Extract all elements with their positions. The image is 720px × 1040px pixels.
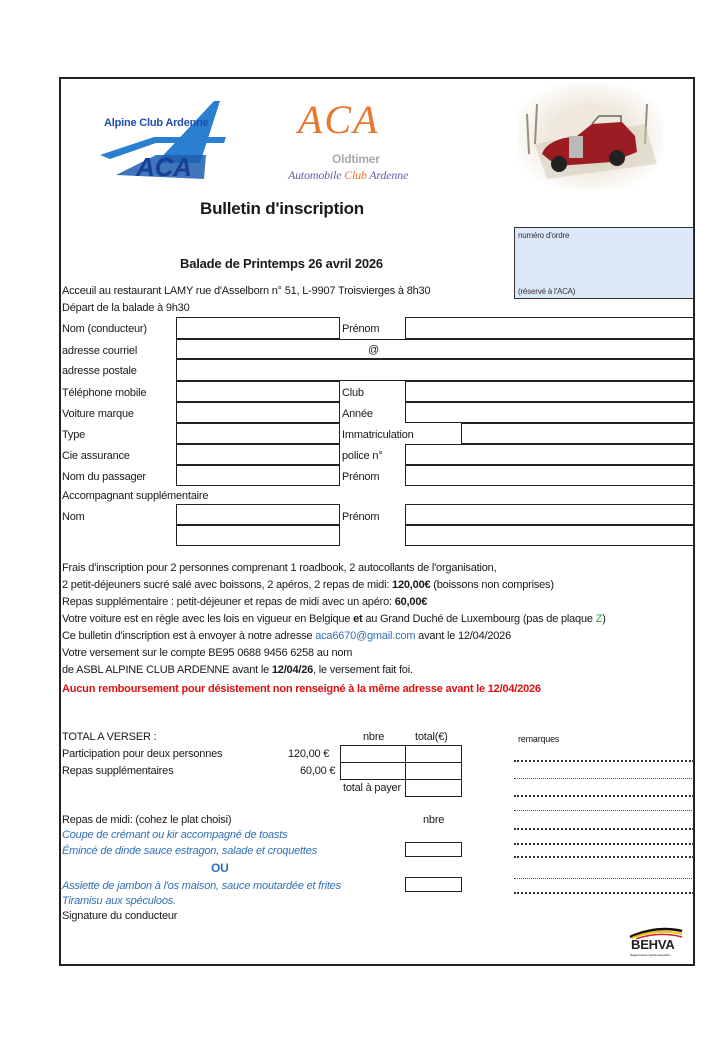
aca-word-ardenne: Ardenne: [369, 168, 409, 182]
order-number-box[interactable]: [514, 227, 694, 299]
companion-name-input-2[interactable]: [176, 525, 340, 546]
label-police: police n°: [342, 450, 383, 462]
order-number-note: (réservé à l'ACA): [518, 287, 576, 296]
car-type-input[interactable]: [176, 423, 340, 444]
postal-address-input[interactable]: [176, 359, 694, 381]
lunch-col-nbre: nbre: [423, 814, 445, 826]
label-assurance: Cie assurance: [62, 450, 130, 462]
registration-input[interactable]: [461, 423, 694, 444]
label-passager: Nom du passager: [62, 471, 146, 483]
aca-word-club: Club: [344, 168, 367, 182]
extra-meals-nbre-input[interactable]: [340, 762, 406, 780]
lunch-dessert: Tiramisu aux spéculoos.: [62, 895, 176, 907]
info-line-7: [62, 664, 413, 677]
lunch-heading: Repas de midi: (cohez le plat choisi): [62, 814, 232, 826]
behva-logo: [628, 925, 684, 961]
totals-heading: TOTAL A VERSER :: [62, 731, 157, 743]
order-number-label: numéro d'ordre: [518, 231, 570, 240]
policy-number-input[interactable]: [405, 444, 694, 465]
remarks-line-1[interactable]: [514, 760, 694, 762]
label-nom-accompagnant: Nom: [62, 511, 85, 523]
aca-word-automobile: Automobile: [288, 168, 342, 182]
remarks-line-7[interactable]: [514, 856, 694, 858]
companion-name-input-1[interactable]: [176, 504, 340, 525]
label-annee: Année: [342, 408, 373, 420]
info-line-4-text: Votre voiture est en règle avec les lois en vigueur en Belgique: [62, 613, 354, 625]
extra-meals-unit-price: 60,00 €: [300, 765, 336, 777]
info-line-2-text: 2 petit-déjeuners sucré salé avec boissons, 2 apéros, 2 repas de midi:: [62, 579, 393, 591]
label-nom-conducteur: Nom (conducteur): [62, 323, 147, 335]
info-line-2-note: (boissons non comprises): [430, 579, 554, 591]
aca-oldtimer-logo: [282, 96, 432, 188]
departure-info: Départ de la balade à 9h30: [62, 302, 190, 314]
label-immatriculation: Immatriculation: [342, 429, 414, 441]
participation-price: 120,00€: [392, 579, 431, 591]
totals-col-nbre: nbre: [363, 731, 385, 743]
remarks-label: remarques: [518, 734, 560, 744]
behva-tagline: Belgian Historic Vehicle Association: [630, 953, 671, 957]
remarks-line-4[interactable]: [514, 810, 694, 811]
companion-firstname-input-1[interactable]: [405, 504, 694, 525]
plate-z: Z: [595, 613, 603, 625]
lunch-starter: Coupe de crémant ou kir accompagné de toasts: [62, 829, 288, 841]
passenger-name-input[interactable]: [176, 465, 340, 486]
telephone-input[interactable]: [176, 381, 340, 402]
passenger-firstname-input[interactable]: [405, 465, 694, 486]
info-line-3-text: Repas supplémentaire : petit-déjeuner et repas de midi avec un apéro:: [62, 596, 395, 608]
email-input[interactable]: [176, 339, 694, 359]
at-sign: @: [368, 344, 379, 356]
lunch-option-1: Émincé de dinde sauce estragon, salade et croquettes: [62, 845, 317, 857]
info-line-4-and: et: [353, 613, 363, 625]
info-line-2: [62, 579, 554, 592]
car-make-input[interactable]: [176, 402, 340, 423]
aca-oldtimer-sub1: Oldtimer: [332, 152, 380, 166]
behva-name: BEHVA: [631, 937, 675, 952]
aca-oldtimer-initials: ACA: [298, 97, 380, 142]
label-prenom-accompagnant: Prénom: [342, 511, 380, 523]
info-line-5-deadline: avant le 12/04/2026: [415, 630, 512, 642]
info-line-5-text: Ce bulletin d'inscription est à envoyer à notre adresse: [62, 630, 316, 642]
label-courriel: adresse courriel: [62, 345, 138, 357]
remarks-line-3[interactable]: [514, 795, 694, 797]
extra-meal-price: 60,00€: [394, 596, 428, 608]
extra-meals-label: Repas supplémentaires: [62, 765, 174, 777]
label-type: Type: [62, 429, 86, 441]
total-to-pay-input[interactable]: [405, 779, 462, 797]
participation-unit-price: 120,00 €: [288, 748, 330, 760]
red-car-icon: [517, 84, 663, 190]
info-line-6: Votre versement sur le compte BE95 0688 9456 6258 au nom: [62, 647, 353, 659]
remarks-line-9[interactable]: [514, 892, 694, 894]
payment-deadline: 12/04/26: [271, 664, 314, 676]
info-line-1: Frais d'inscription pour 2 personnes comprenant 1 roadbook, 2 autocollants de l'organisation,: [62, 562, 497, 574]
vintage-car-image: [517, 84, 663, 190]
extra-meals-total-input[interactable]: [405, 762, 462, 780]
label-adresse-postale: adresse postale: [62, 365, 137, 377]
remarks-line-2[interactable]: [514, 778, 694, 779]
info-line-3: [62, 596, 427, 609]
companion-firstname-input-2[interactable]: [405, 525, 694, 546]
aca-oldtimer-sub2: [288, 169, 408, 182]
label-telephone: Téléphone mobile: [62, 387, 147, 399]
alpine-club-logo: [96, 95, 232, 187]
alpine-club-initials: ACA: [136, 152, 192, 182]
email-link[interactable]: aca6670@gmail.com: [315, 630, 416, 642]
total-to-pay-label: total à payer: [343, 782, 401, 794]
label-prenom-passager: Prénom: [342, 471, 380, 483]
participation-total-input[interactable]: [405, 745, 462, 763]
participation-nbre-input[interactable]: [340, 745, 406, 763]
club-input[interactable]: [405, 381, 694, 402]
info-line-7-end: , le versement fait foi.: [313, 664, 413, 676]
welcome-info: Acceuil au restaurant LAMY rue d'Asselborn n° 51, L-9907 Troisvierges à 8h30: [62, 285, 431, 297]
signature-label: Signature du conducteur: [62, 910, 178, 922]
prenom-conducteur-input[interactable]: [405, 317, 694, 339]
info-line-7-text: de ASBL ALPINE CLUB ARDENNE avant le: [62, 664, 272, 676]
remarks-line-8[interactable]: [514, 878, 694, 879]
info-line-4-close: ): [602, 613, 606, 625]
totals-col-total: total(€): [415, 731, 448, 743]
page-title: Bulletin d'inscription: [200, 199, 364, 218]
lunch-option-1-nbre-input[interactable]: [405, 842, 462, 857]
label-club: Club: [342, 387, 364, 399]
lunch-option-2: Assiette de jambon à l'os maison, sauce moutardée et frites: [62, 880, 341, 892]
year-input[interactable]: [405, 402, 694, 423]
participation-label: Participation pour deux personnes: [62, 748, 223, 760]
label-accompagnant: Accompagnant supplémentaire: [62, 490, 209, 502]
insurance-company-input[interactable]: [176, 444, 340, 465]
refund-warning: Aucun remboursement pour désistement non renseigné à la même adresse avant le 12/04/2026: [62, 683, 541, 695]
label-voiture: Voiture marque: [62, 408, 134, 420]
remarks-line-6[interactable]: [514, 843, 694, 845]
info-line-4: [62, 613, 606, 626]
event-subtitle: Balade de Printemps 26 avril 2026: [180, 256, 383, 271]
remarks-line-5[interactable]: [514, 828, 694, 830]
alpine-club-name: Alpine Club Ardenne: [104, 117, 209, 129]
info-line-5: [62, 630, 511, 643]
info-line-4-text-2: au Grand Duché de Luxembourg (pas de plaque: [362, 613, 596, 625]
label-prenom-conducteur: Prénom: [342, 323, 380, 335]
nom-conducteur-input[interactable]: [176, 317, 340, 339]
lunch-or: OU: [211, 861, 229, 875]
lunch-option-2-nbre-input[interactable]: [405, 877, 462, 892]
